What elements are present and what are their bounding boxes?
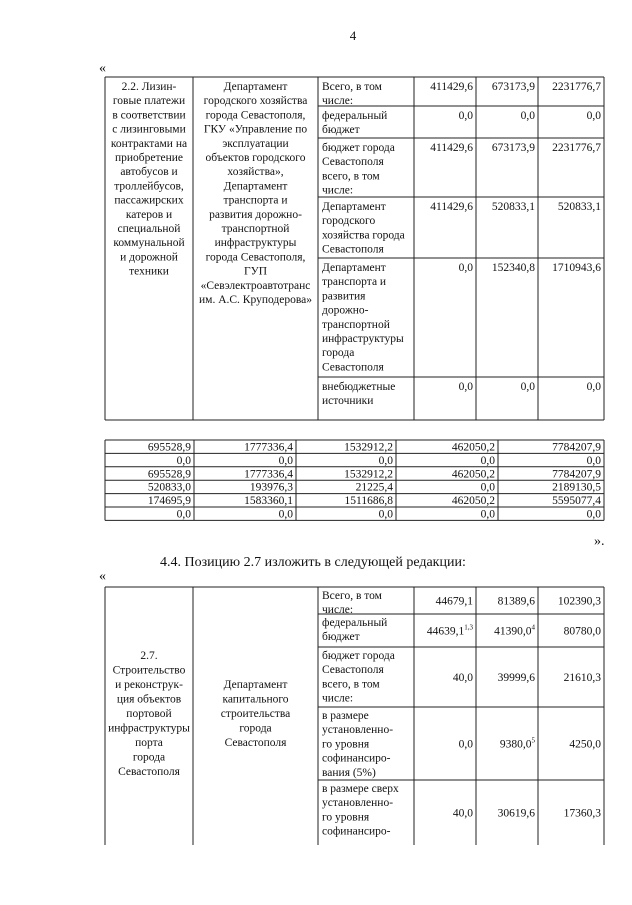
funding-source-line: числе: xyxy=(322,604,354,617)
amount-cell: 411429,6 xyxy=(430,81,473,93)
executor-line: города Севастополя, xyxy=(205,251,306,264)
executor-line: городского хозяйства xyxy=(203,95,308,108)
item-name-line: инфраструктуры xyxy=(108,722,190,735)
funding-source-line: в размере сверх xyxy=(322,783,399,795)
funding-source-line: Севастополя xyxy=(322,664,384,677)
item-name-line: с лизинговыми xyxy=(112,123,186,136)
amount-cell: 411429,6 xyxy=(430,142,473,154)
funding-source-line: установленно- xyxy=(322,724,394,737)
total-cell: 1532912,2 xyxy=(344,441,393,454)
item-name-line: 2.2. Лизин- xyxy=(121,81,177,93)
item-name-line: Севастополя xyxy=(118,766,180,778)
amount-cell: 0,0 xyxy=(520,110,535,122)
item-name-line: контрактами на xyxy=(110,137,188,150)
item-name-line: техники xyxy=(129,265,169,278)
amount-cell: 1710943,6 xyxy=(552,262,601,274)
total-cell: 695528,9 xyxy=(147,468,191,481)
executor-line: объектов городского xyxy=(205,152,306,164)
total-cell: 0,0 xyxy=(278,508,293,521)
total-cell: 21225,4 xyxy=(355,481,393,494)
item-name-line: Строительство xyxy=(112,664,186,677)
total-cell: 0,0 xyxy=(278,454,293,467)
amount-cell: 520833,1 xyxy=(491,201,535,213)
amount-cell: 9380,0$^5$ xyxy=(499,736,535,751)
executor-line: города xyxy=(239,722,272,735)
total-cell: 174695,9 xyxy=(147,495,191,508)
funding-source-line: установленно- xyxy=(322,797,394,810)
funding-source-line: го уровня xyxy=(322,738,370,751)
total-cell: 1511686,8 xyxy=(344,495,393,508)
funding-source-line: числе: xyxy=(322,95,354,108)
amount-cell: 152340,8 xyxy=(491,262,535,274)
amount-cell: 17360,3 xyxy=(563,807,601,820)
executor-line: транспортной xyxy=(221,223,290,235)
close-quote: ». xyxy=(594,534,605,549)
total-cell: 0,0 xyxy=(480,481,495,494)
item-name-line: города xyxy=(132,751,166,764)
item-name-line: катеров и xyxy=(125,208,173,221)
total-cell: 5595077,4 xyxy=(552,495,601,508)
item-name-line: специальной xyxy=(117,223,181,235)
total-cell: 7784207,9 xyxy=(552,468,601,481)
instruction-text: 4.4. Позицию 2.7 изложить в следующей редакции: xyxy=(160,555,466,570)
funding-source-line: Всего, в том xyxy=(322,590,382,602)
total-cell: 1583360,1 xyxy=(244,495,293,508)
amount-cell: 30619,6 xyxy=(497,807,535,820)
open-quote-2: « xyxy=(99,569,106,584)
funding-source-line: го уровня xyxy=(322,811,370,824)
total-cell: 193976,3 xyxy=(249,481,293,494)
funding-source-line: бюджет города xyxy=(322,142,395,154)
item-name-line: приобретение xyxy=(114,152,184,164)
funding-source-line: внебюджетные xyxy=(322,381,396,393)
total-cell: 0,0 xyxy=(378,508,393,521)
funding-source-line: числе: xyxy=(322,184,354,197)
amount-cell: 673173,9 xyxy=(491,81,535,93)
funding-source-line: вания (5%) xyxy=(322,766,376,779)
amount-cell: 44679,1 xyxy=(435,595,473,608)
total-cell: 0,0 xyxy=(176,454,191,467)
amount-cell: 0,0 xyxy=(586,381,601,393)
total-cell: 0,0 xyxy=(480,454,495,467)
item-name-line: пассажирских xyxy=(114,194,184,207)
amount-cell: 21610,3 xyxy=(563,672,601,684)
amount-cell: 673173,9 xyxy=(491,142,535,154)
total-cell: 462050,2 xyxy=(451,495,495,508)
total-cell: 0,0 xyxy=(176,508,191,521)
executor-line: им. А.С. Круподерова» xyxy=(199,294,312,306)
funding-source-line: городского xyxy=(322,215,376,228)
executor-line: Департамент xyxy=(223,81,288,93)
total-cell: 462050,2 xyxy=(451,468,495,481)
total-cell: 462050,2 xyxy=(451,441,495,454)
total-cell: 2189130,5 xyxy=(552,481,601,494)
amount-cell: 2231776,7 xyxy=(552,81,601,93)
total-cell: 1532912,2 xyxy=(344,468,393,481)
total-cell: 0,0 xyxy=(586,508,601,521)
amount-cell: 41390,0$^4$ xyxy=(494,623,535,638)
funding-source-line: города xyxy=(322,347,355,360)
amount-cell: 102390,3 xyxy=(557,595,601,608)
amount-cell: 80780,0 xyxy=(563,625,601,638)
table-position-2-7 xyxy=(105,587,604,845)
amount-cell: 81389,6 xyxy=(497,595,535,608)
item-name-line: говые платежи xyxy=(112,95,186,108)
open-quote-1: « xyxy=(99,61,106,76)
amount-cell: 0,0 xyxy=(520,381,535,393)
amount-cell: 0,0 xyxy=(458,262,473,274)
executor-line: Департамент xyxy=(223,679,288,691)
total-cell: 0,0 xyxy=(480,508,495,521)
executor-line: капитального xyxy=(222,693,289,706)
funding-source-line: всего, в том xyxy=(322,678,380,691)
total-cell: 0,0 xyxy=(378,454,393,467)
executor-line: развития дорожно- xyxy=(209,208,302,221)
funding-source-line: софинансиро- xyxy=(322,825,391,838)
total-cell: 1777336,4 xyxy=(244,441,293,454)
funding-source-line: Севастополя xyxy=(322,361,384,374)
amount-cell: 411429,6 xyxy=(430,201,473,213)
item-name-line: ция объектов xyxy=(116,693,182,706)
funding-source-line: транспорта и xyxy=(322,276,387,289)
executor-line: Департамент xyxy=(223,180,288,193)
funding-source-line: хозяйства города xyxy=(322,229,405,242)
total-cell: 520833,0 xyxy=(147,481,191,494)
funding-source-line: числе: xyxy=(322,692,354,705)
item-name-line: в соответствии xyxy=(112,109,186,122)
executor-line: строительства xyxy=(220,708,291,720)
funding-source-line: инфраструктуры xyxy=(322,333,404,345)
total-cell: 7784207,9 xyxy=(552,441,601,454)
funding-source-line: бюджет xyxy=(322,631,360,644)
amount-cell: 40,0 xyxy=(452,807,473,820)
executor-line: «Севэлектроавтотранс xyxy=(200,279,311,292)
funding-source-line: источники xyxy=(322,395,374,408)
funding-source-line: Всего, в том xyxy=(322,81,382,93)
amount-cell: 39999,6 xyxy=(497,672,535,684)
funding-source-line: Севастополя xyxy=(322,156,384,169)
funding-source-line: бюджет города xyxy=(322,650,395,662)
funding-source-line: бюджет xyxy=(322,124,360,137)
item-name-line: портовой xyxy=(126,708,172,720)
funding-source-line: Севастополя xyxy=(322,243,384,256)
item-name-line: троллейбусов, xyxy=(114,180,184,193)
amount-cell: 40,0 xyxy=(452,672,473,684)
executor-line: инфраструктуры xyxy=(214,237,297,250)
amount-cell: 0,0 xyxy=(458,381,473,393)
total-cell: 695528,9 xyxy=(147,441,191,454)
funding-source-line: транспортной xyxy=(322,318,390,331)
executor-line: ГУП xyxy=(243,265,268,278)
amount-cell: 520833,1 xyxy=(557,201,601,213)
total-cell: 0,0 xyxy=(586,454,601,467)
table-totals-continuation xyxy=(105,440,604,521)
total-cell: 1777336,4 xyxy=(244,468,293,481)
funding-source-line: в размере xyxy=(322,710,369,722)
executor-line: хозяйства», xyxy=(227,166,284,179)
executor-line: ГКУ «Управление по xyxy=(203,123,308,136)
page-number: 4 xyxy=(349,28,357,43)
item-name-line: порта xyxy=(135,737,163,749)
item-name-line: коммунальной xyxy=(113,237,185,250)
item-name-line: автобусов и xyxy=(120,166,178,179)
funding-source-line: дорожно- xyxy=(322,304,369,317)
amount-cell: 0,0 xyxy=(458,738,473,751)
table-position-2-2 xyxy=(105,77,604,420)
amount-cell: 0,0 xyxy=(458,110,473,122)
executor-line: эксплуатации xyxy=(222,137,289,150)
funding-source-line: федеральный xyxy=(322,617,388,629)
item-name-line: 2.7. xyxy=(140,650,158,662)
amount-cell: 4250,0 xyxy=(569,738,601,751)
funding-source-line: софинансиро- xyxy=(322,752,391,765)
funding-source-line: развития xyxy=(322,290,366,303)
executor-line: города Севастополя, xyxy=(205,109,306,122)
funding-source-line: Департамент xyxy=(322,201,386,213)
executor-line: транспорта и xyxy=(223,194,288,207)
funding-source-line: Департамент xyxy=(322,262,386,274)
amount-cell: 44639,1$^{1,3}$ xyxy=(426,623,473,638)
executor-line: Севастополя xyxy=(224,737,287,749)
amount-cell: 2231776,7 xyxy=(552,142,601,154)
funding-source-line: федеральный xyxy=(322,110,388,122)
amount-cell: 0,0 xyxy=(586,110,601,122)
funding-source-line: всего, в том xyxy=(322,170,380,183)
item-name-line: и дорожной xyxy=(120,251,178,264)
item-name-line: и реконструк- xyxy=(115,679,183,691)
